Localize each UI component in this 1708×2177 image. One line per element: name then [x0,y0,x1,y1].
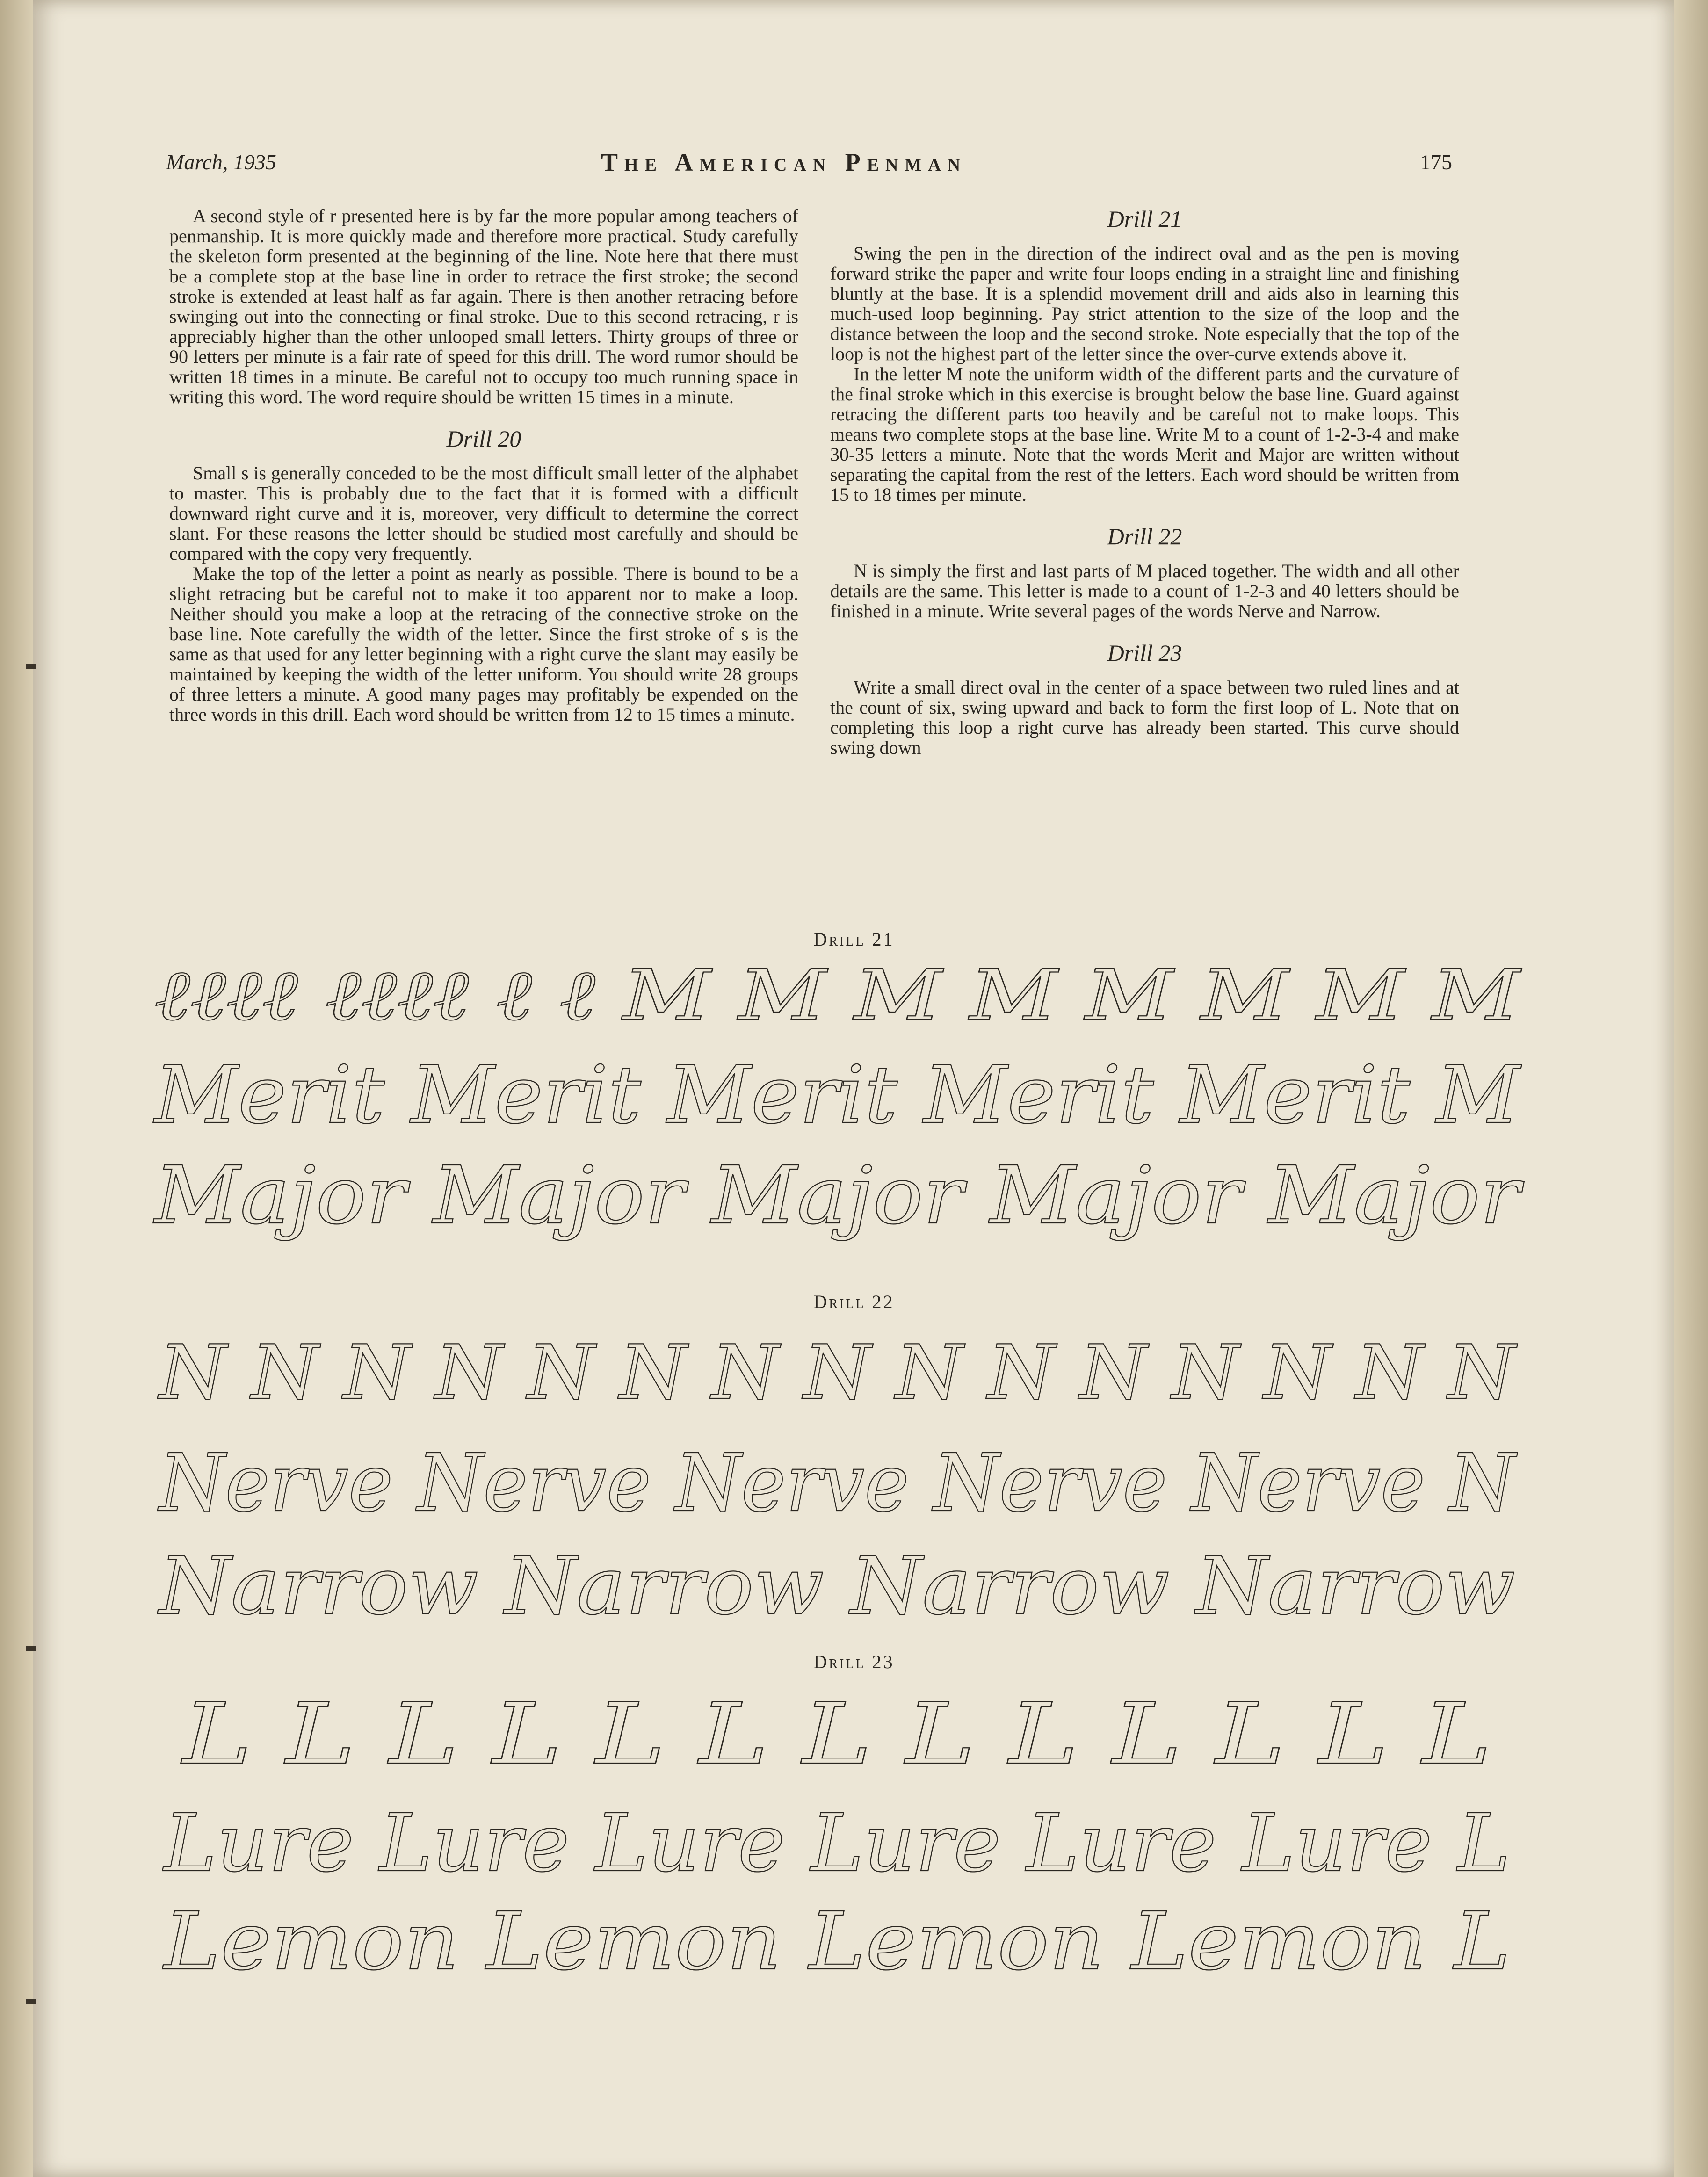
script-line [154,954,1520,1043]
left-column [169,206,798,724]
page-gutter [0,0,33,2177]
paragraph: Swing the pen in the direction of the indirect oval and as the pen is moving forward strike the paper and write four loops ending in a straight line and finishing bluntly at the base. It is a splendid movement drill and aids also in learning this much-used loop beginning. Pay strict attention to the size of the loop and the distance between the loop and the second stroke. Note especially that the top of the loop is not the highest part of the letter since the over-curve extends above it. [830,243,1459,364]
right-column [830,206,1459,758]
issue-date: March, 1935 [166,150,276,174]
section-heading: Drill 20 [446,426,521,452]
script-line [154,1685,1520,1783]
margin-mark [26,664,36,669]
margin-mark [26,1646,36,1651]
page-edge [1674,0,1708,2177]
script-text: ℓℓℓℓ ℓℓℓℓ ℓ ℓ M M M M M M M M [154,955,1522,1036]
script-text: N N N N N N N N N N N N N N N [157,1329,1518,1416]
script-line [152,1150,1525,1244]
paragraph: N is simply the first and last parts of M placed together. The width and all other details are the same. This letter is made to a count of 1-2-3 and 40 letters should be finished in a minute. Write several pages of the words Nerve and Narrow. [830,560,1459,622]
section-heading: Drill 21 [1107,206,1182,232]
paragraph: Write a small direct oval in the center of a space between two ruled lines and at the count of six, swing upward and back to form the first loop of L. Note that on completing this loop a right curve has already been started. This curve should swing down [830,677,1459,758]
script-text: Nerve Nerve Nerve Nerve Nerve N [157,1437,1518,1530]
script-line [154,1437,1520,1530]
paragraph: In the letter M note the uniform width of the different parts and the curvature of the final stroke which in this exercise is brought below the base line. Guard against retracing the different parts too heavily and be careful not to make loops. This means two complete stops at the base line. Write M to a count of 1-2-3-4 and make 30-35 letters a minute. Note that the words Merit and Major are written without separating the capital from the rest of the letters. Each word should be written from 15 to 18 times per minute. [830,363,1459,505]
script-line [152,1049,1522,1142]
script-line [154,1540,1520,1633]
script-text: L L L L L L L L L L L L L [181,1685,1492,1783]
section-heading: Drill 22 [1107,523,1182,550]
script-text: Narrow Narrow Narrow Narrow [157,1540,1515,1633]
section-heading: Drill 23 [1107,640,1182,666]
page-number: 175 [1420,150,1452,174]
script-line [154,1895,1520,1988]
margin-mark [26,1999,36,2004]
plate-label: Drill 23 [813,1651,895,1672]
running-header [166,150,1452,182]
script-line [154,1797,1520,1890]
plate-label: Drill 22 [813,1291,895,1312]
script-text: Lure Lure Lure Lure Lure Lure L [162,1797,1511,1890]
script-text: Merit Merit Merit Merit Merit M [152,1049,1522,1142]
paragraph: Make the top of the letter a point as nearly as possible. There is bound to be a slight retracing but be careful not to make it too apparent nor to make a loop. Neither should you make a loop at the retracing of the connective stroke on the base line. Note carefully the width of the letter. Since the first stroke of s is the same as that used for any letter beginning with a right curve the slant may easily be maintained by keeping the width of the letter uniform. You should write 28 groups of three letters a minute. A good many pages may profitably be expended on the three words in this drill. Each word should be written from 12 to 15 times a minute. [169,563,798,725]
script-text: Major Major Major Major Major [152,1150,1525,1242]
journal-title: The American Penman [601,148,967,176]
script-text: Lemon Lemon Lemon Lemon L [162,1895,1511,1988]
plate-label: Drill 21 [813,929,895,950]
paragraph: A second style of r presented here is by far the more popular among teachers of penmanship. It is more quickly made and therefore more practical. Study carefully the skeleton form presented at the beginning of the line. Note here that there must be a complete stop at the base line in order to retrace the first stroke; the second stroke is extended at least half as far again. There is then another retracing before swinging out into the connecting or final stroke. Due to this second retracing, r is appreciably higher than the other unlooped small letters. Thirty groups of three or 90 letters per minute is a fair rate of speed for this drill. The word rumor should be written 18 times in a minute. Be careful not to occupy too much running space in writing this word. The word require should be written 15 times in a minute. [169,205,798,407]
script-line [154,1328,1520,1417]
paragraph: Small s is generally conceded to be the most difficult small letter of the alphabet to master. This is probably due to the fact that it is formed with a difficult downward right curve and it is, moreover, very difficult to determine the correct slant. For these reasons the letter should be studied most carefully and should be compared with the copy very frequently. [169,463,798,564]
